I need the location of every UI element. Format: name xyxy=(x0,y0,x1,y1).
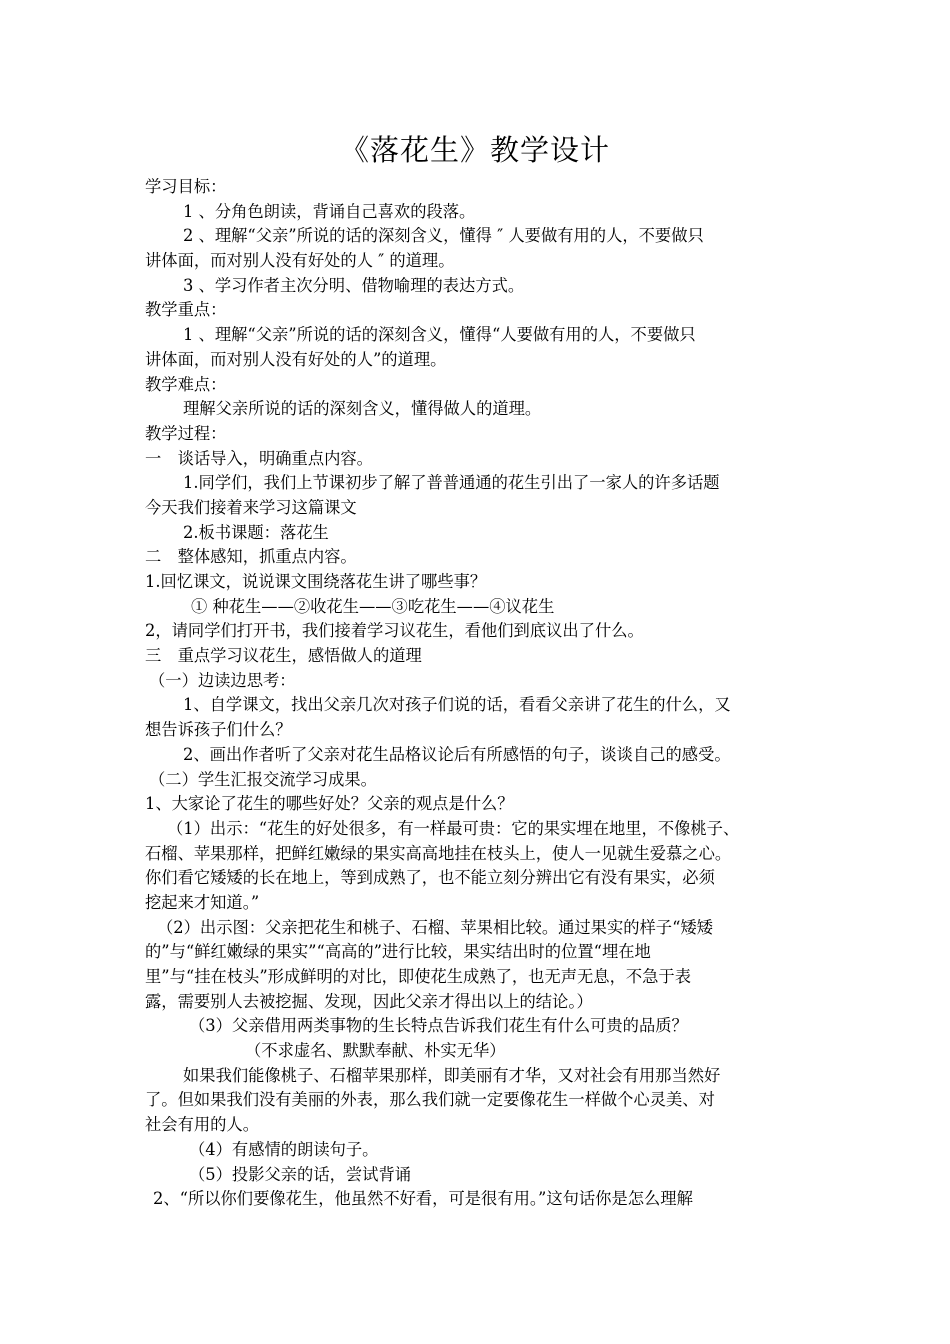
text-line: 理解父亲所说的话的深刻含义，懂得做人的道理。 xyxy=(183,399,542,419)
text-line: （4）有感情的朗读句子。 xyxy=(189,1139,379,1159)
text-line: 你们看它矮矮的长在地上，等到成熟了，也不能立刻分辨出它有没有果实，必须 xyxy=(145,868,715,888)
text-line: 的”与“鲜红嫩绿的果实”“高高的”进行比较，果实结出时的位置“埋在地 xyxy=(145,942,651,962)
text-line: 一 谈话导入，明确重点内容。 xyxy=(145,448,373,468)
text-line: 里”与“挂在枝头”形成鲜明的对比，即使花生成熟了，也无声无息，不急于表 xyxy=(145,967,691,986)
text-line: ① 种花生——②收花生——③吃花生——④议花生 xyxy=(191,596,555,616)
text-line: 2.板书课题：落花生 xyxy=(183,522,329,542)
text-line: 社会有用的人。 xyxy=(145,1115,259,1135)
text-line: 今天我们接着来学习这篇课文 xyxy=(145,497,357,517)
text-line: 3 、学习作者主次分明、借物喻理的表达方式。 xyxy=(183,275,525,295)
text-line: （二）学生汇报交流学习成果。 xyxy=(149,769,377,789)
text-line: 教学难点： xyxy=(145,374,227,394)
text-line: 1.回忆课文，说说课文围绕落花生讲了哪些事？ xyxy=(145,572,487,591)
text-line: 1、自学课文，找出父亲几次对孩子们说的话，看看父亲讲了花生的什么，又 xyxy=(183,695,731,715)
text-line: 三 重点学习议花生，感悟做人的道理 xyxy=(145,646,422,666)
text-line: 讲体面，而对别人没有好处的人 ″ 的道理。 xyxy=(145,251,455,271)
text-line: 挖起来才知道。” xyxy=(145,892,260,912)
text-line: 1、大家论了花生的哪些好处？父亲的观点是什么？ xyxy=(145,794,514,814)
text-line: 2，请同学们打开书，我们接着学习议花生，看他们到底议出了什么。 xyxy=(145,621,644,641)
text-line: 1 、理解“父亲”所说的话的深刻含义，懂得“人要做有用的人，不要做只 xyxy=(183,325,696,345)
document-body xyxy=(145,175,810,1212)
text-line: 教学重点： xyxy=(145,300,227,320)
text-line: 了。但如果我们没有美丽的外表，那么我们就一定要像花生一样做个心灵美、对 xyxy=(145,1090,715,1110)
text-line: 学习目标： xyxy=(145,177,227,196)
text-line: 露，需要别人去被挖掘、发现，因此父亲才得出以上的结论。） xyxy=(145,991,593,1011)
text-line: （一）边读边思考： xyxy=(149,670,296,690)
text-line: 1.同学们，我们上节课初步了解了普普通通的花生引出了一家人的许多话题 xyxy=(183,473,720,493)
text-line: （3）父亲借用两类事物的生长特点告诉我们花生有什么可贵的品质？ xyxy=(189,1016,688,1036)
text-line: 2、“所以你们要像花生，他虽然不好看，可是很有用。”这句话你是怎么理解 xyxy=(153,1189,693,1209)
text-line: 想告诉孩子们什么？ xyxy=(145,720,292,740)
text-line: （不求虚名、默默奉献、朴实无华） xyxy=(245,1041,506,1061)
text-line: 二 整体感知，抓重点内容。 xyxy=(145,547,357,567)
text-line: 石榴、苹果那样，把鲜红嫩绿的果实高高地挂在枝头上，使人一见就生爱慕之心。 xyxy=(145,843,732,863)
text-line: 讲体面，而对别人没有好处的人”的道理。 xyxy=(145,349,447,369)
text-line: 如果我们能像桃子、石榴苹果那样，即美丽有才华，又对社会有用那当然好 xyxy=(183,1065,721,1085)
text-line: （2）出示图：父亲把花生和桃子、石榴、苹果相比较。通过果实的样子“矮矮 xyxy=(157,917,713,937)
text-line: 1 、分角色朗读，背诵自己喜欢的段落。 xyxy=(183,201,476,221)
text-line: 2 、理解“父亲”所说的话的深刻含义，懂得 ″ 人要做有用的人，不要做只 xyxy=(183,226,704,246)
text-line: （5）投影父亲的话，尝试背诵 xyxy=(189,1164,412,1184)
text-line: 2、画出作者听了父亲对花生品格议论后有所感悟的句子，谈谈自己的感受。 xyxy=(183,744,731,764)
document-title: 《落花生》教学设计 xyxy=(339,133,610,167)
text-line: （1）出示：“花生的好处很多，有一样最可贵：它的果实埋在地里，不像桃子、 xyxy=(167,818,740,838)
text-line: 教学过程： xyxy=(145,423,227,443)
